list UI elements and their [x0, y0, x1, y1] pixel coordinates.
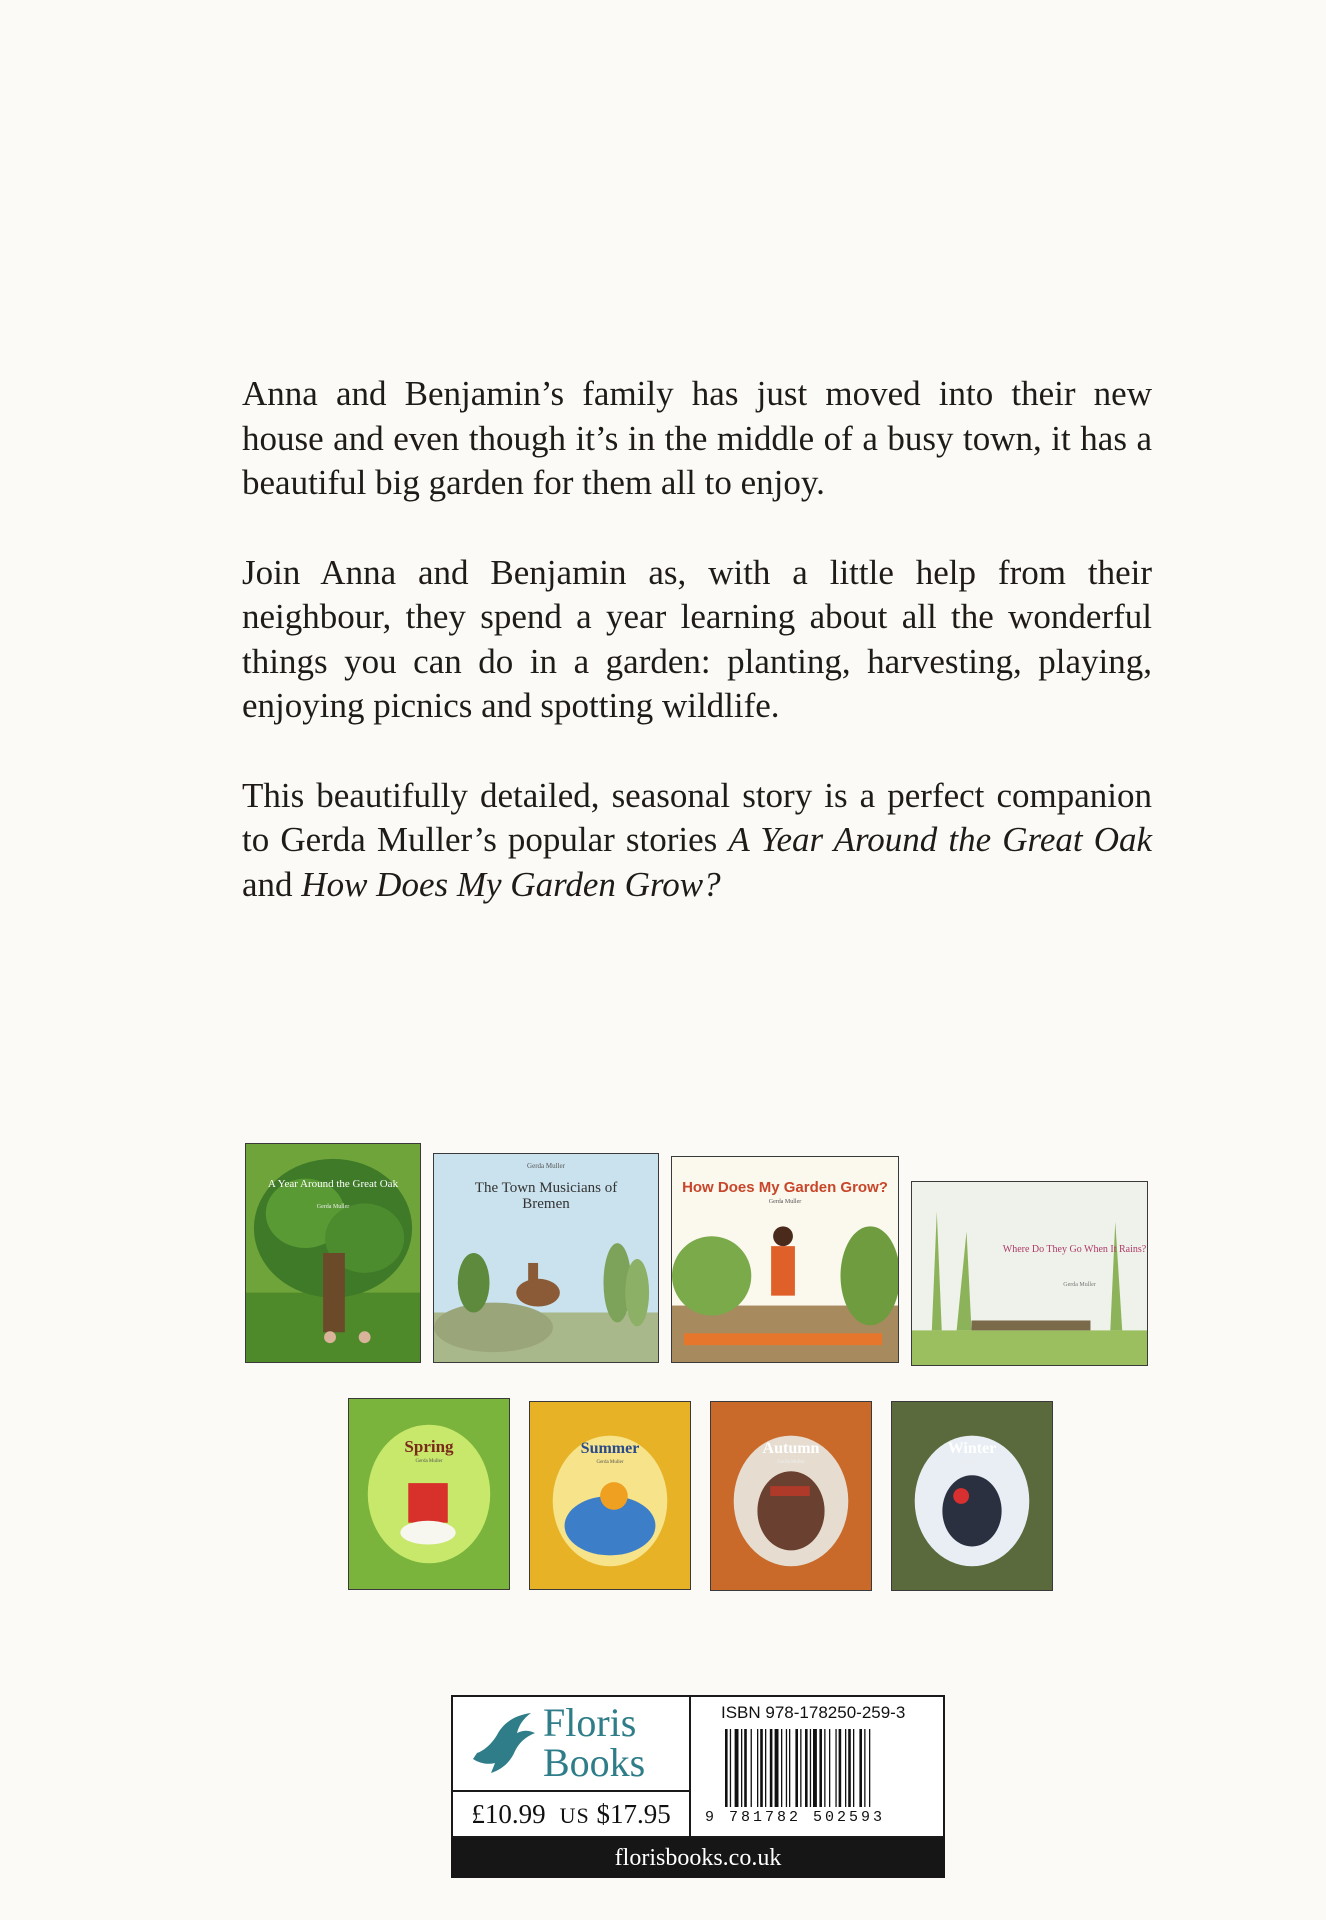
isbn-section	[691, 1697, 943, 1836]
barcode-bar	[795, 1729, 798, 1807]
isbn-number: ISBN 978-178250-259-3	[721, 1703, 906, 1722]
barcode-bar	[864, 1729, 865, 1807]
cover-where-rains	[911, 1181, 1148, 1366]
back-cover-blurb	[242, 372, 1152, 952]
price-usd: $17.95	[596, 1798, 671, 1829]
rain-illustration	[912, 1182, 1147, 1365]
barcode-box	[451, 1695, 945, 1838]
blurb-p3-and: and	[242, 864, 302, 904]
cover-author: Gerda Muller	[415, 1459, 443, 1464]
barcode-bar	[757, 1729, 758, 1807]
website-bar	[451, 1838, 945, 1878]
barcode-bar	[824, 1729, 825, 1807]
winter-illustration	[892, 1402, 1052, 1590]
cover-title: Winter	[947, 1440, 997, 1457]
barcode-bar	[859, 1729, 862, 1807]
floris-word: Floris	[543, 1700, 637, 1745]
barcode-bar	[744, 1729, 747, 1807]
cover-author: Gerda Muller	[596, 1460, 624, 1465]
barcode-bar	[805, 1729, 808, 1807]
cover-author: Gerda Muller	[958, 1460, 986, 1465]
barcode-bar	[829, 1729, 830, 1807]
barcode-bar	[751, 1729, 752, 1807]
barcode-bar	[810, 1729, 811, 1807]
price-info	[453, 1792, 691, 1836]
price-gbp: £10.99	[471, 1798, 546, 1829]
dove-icon	[469, 1711, 537, 1777]
barcode-bar	[725, 1729, 728, 1807]
cover-title: Where Do They Go When It Rains?	[1002, 1244, 1147, 1255]
blurb-paragraph-1: Anna and Benjamin’s family has just moved into their new house and even though it’s in the middle of a busy town, it has a beautiful big garden for them all to enjoy.	[242, 374, 1152, 502]
cover-great-oak	[245, 1143, 421, 1363]
cover-summer	[529, 1401, 691, 1590]
cover-spring	[348, 1398, 510, 1590]
book-title-great-oak: A Year Around the Great Oak	[728, 820, 1153, 859]
barcode-bar	[800, 1729, 801, 1807]
barcode-bar	[845, 1729, 846, 1807]
cover-garden-grow	[671, 1156, 899, 1363]
barcode-bar	[770, 1729, 773, 1807]
barcode-bar	[848, 1729, 851, 1807]
cover-title: How Does My Garden Grow?	[682, 1179, 888, 1196]
blurb-paragraph-2: Join Anna and Benjamin as, with a little help from their neighbour, they spend a year learning about all the wonderful things you can do in a garden: planting, harvesting, playing, enjoying picnics and spotting wildlife.	[242, 552, 1152, 725]
barcode-bar	[813, 1729, 817, 1807]
barcode-bar	[789, 1729, 790, 1807]
cover-winter	[891, 1401, 1053, 1591]
cover-author: Gerda Muller	[777, 1460, 805, 1465]
cover-author: Gerda Muller	[316, 1204, 350, 1210]
summer-illustration	[530, 1402, 690, 1589]
barcode-bar	[835, 1729, 836, 1807]
barcode-bar	[741, 1729, 742, 1807]
cover-author: Gerda Muller	[527, 1162, 565, 1170]
cover-town-musicians	[433, 1153, 659, 1363]
cover-author: Gerda Muller	[768, 1199, 802, 1205]
barcode-bar	[781, 1729, 782, 1807]
barcode-bar	[869, 1729, 870, 1807]
barcode-bar	[786, 1729, 787, 1807]
books-word: Books	[543, 1740, 646, 1785]
blurb-p3-text: This beautifully detailed, seasonal story is a perfect companion to Gerda Muller’s popular stories	[242, 775, 1152, 859]
cover-title: The Town Musicians of Bremen	[474, 1180, 618, 1212]
autumn-illustration	[711, 1402, 871, 1590]
great-oak-illustration	[246, 1144, 420, 1362]
website-url: florisbooks.co.uk	[614, 1844, 782, 1871]
barcode-bar	[839, 1729, 842, 1807]
barcode-bar	[819, 1729, 822, 1807]
barcode-bar	[765, 1729, 766, 1807]
cover-title: Spring	[404, 1437, 454, 1456]
book-title-garden-grow: How Does My Garden Grow?	[301, 864, 721, 904]
blurb-paragraph-3	[242, 774, 1152, 908]
cover-author: Gerda Muller	[1063, 1282, 1096, 1288]
barcode-bar	[735, 1729, 739, 1807]
barcode-bar	[853, 1729, 854, 1807]
barcode-bar	[730, 1729, 731, 1807]
cover-autumn	[710, 1401, 872, 1591]
barcode-bar	[775, 1729, 779, 1807]
price-us-label: US	[559, 1802, 590, 1828]
spring-illustration	[349, 1399, 509, 1589]
barcode-bar	[760, 1729, 763, 1807]
floris-books-logo	[453, 1697, 691, 1792]
cover-title: Summer	[580, 1440, 640, 1457]
barcode-digits: 9 781782 502593	[705, 1809, 886, 1826]
barcode-icon	[725, 1729, 925, 1807]
cover-title: Autumn	[762, 1440, 820, 1457]
price-usd-group	[560, 1799, 671, 1830]
cover-title: A Year Around the Great Oak	[267, 1178, 399, 1190]
